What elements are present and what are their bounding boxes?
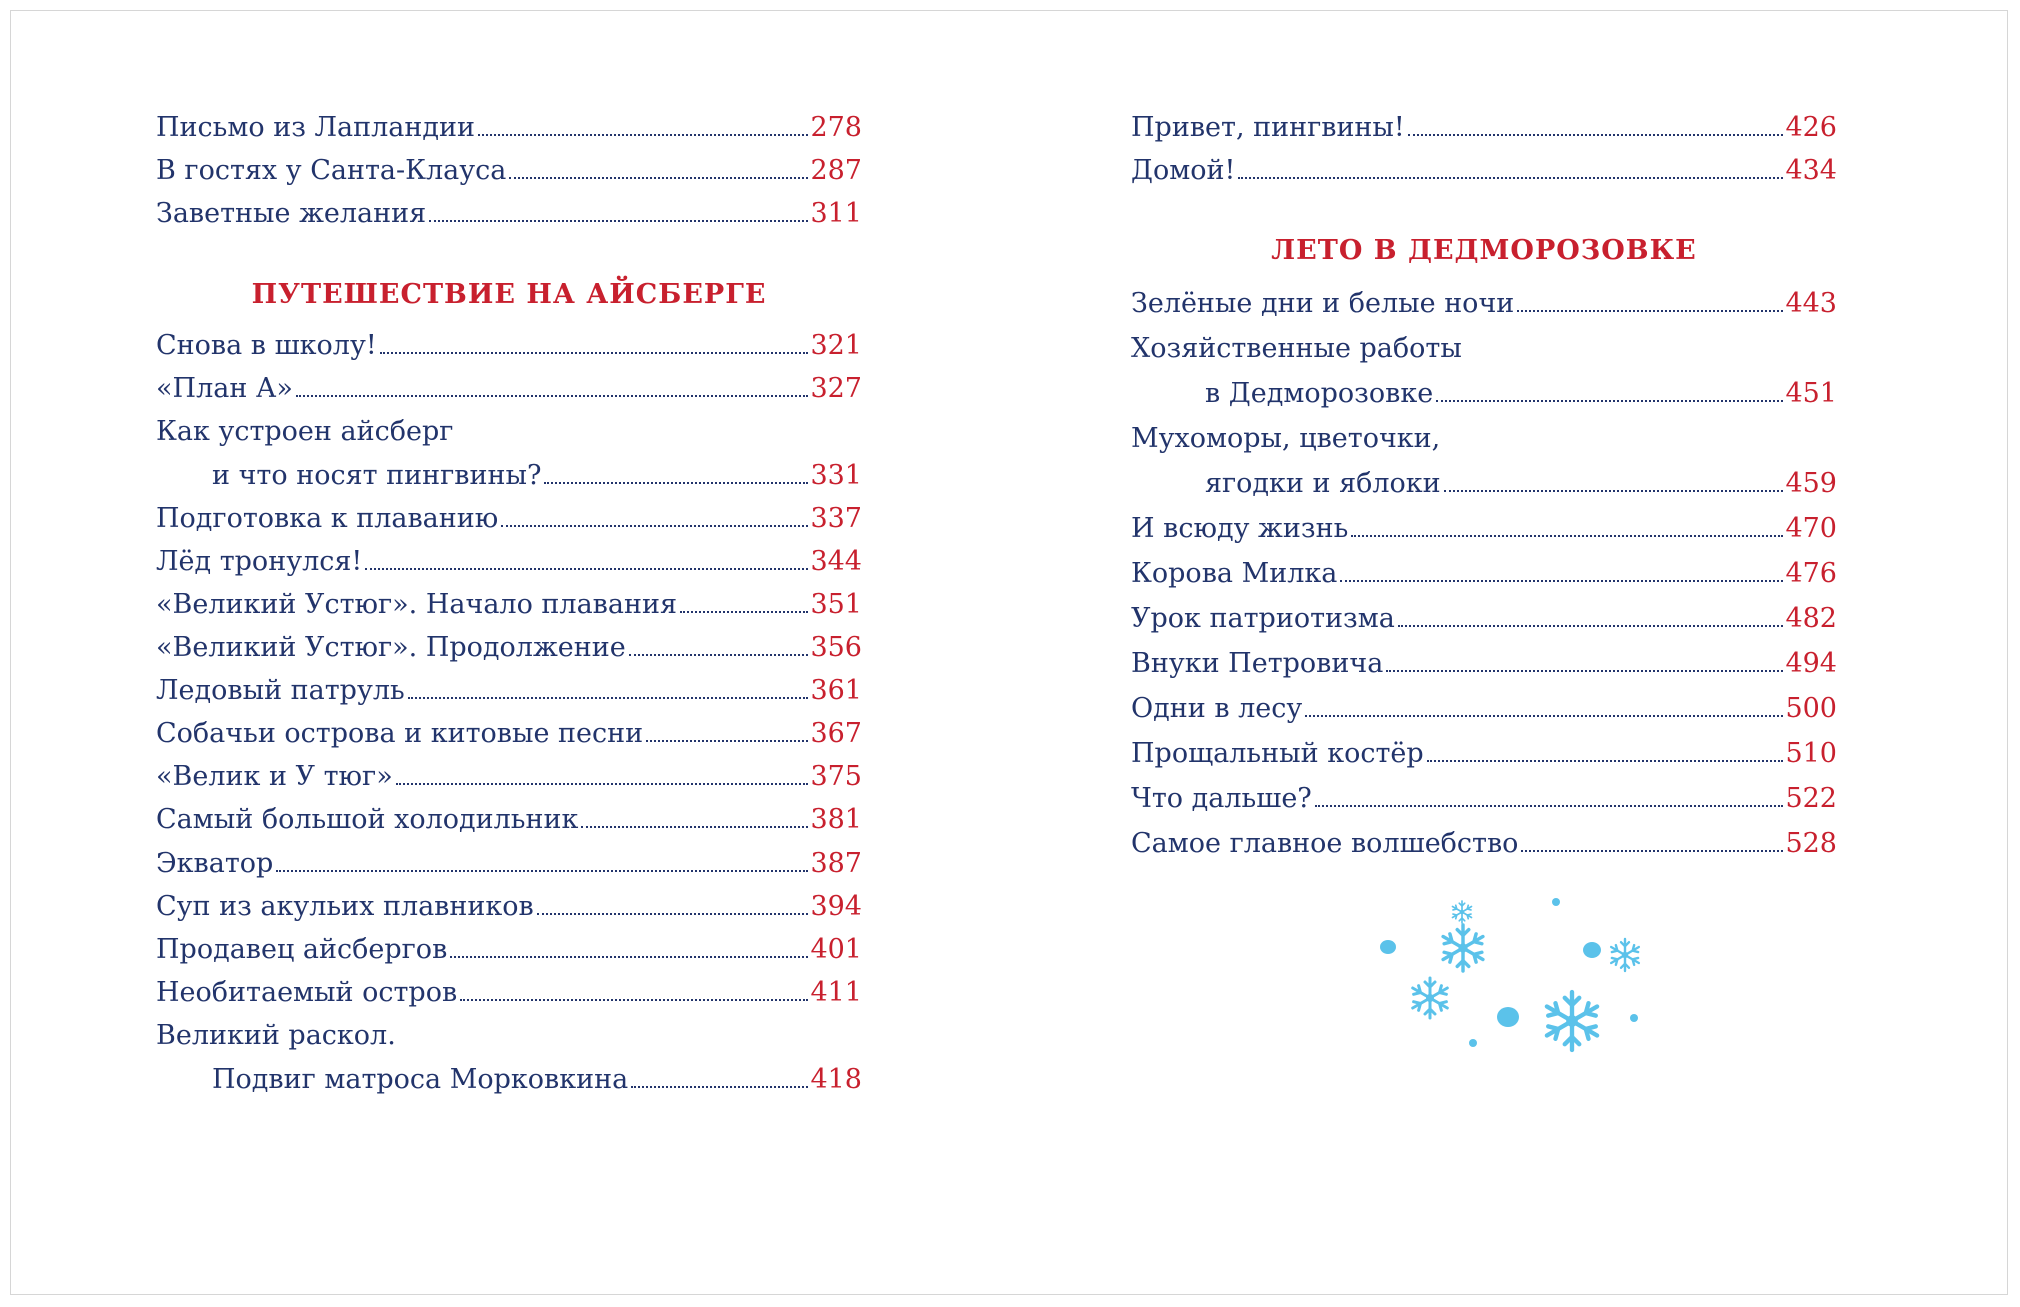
leader-dots [1238, 177, 1783, 179]
toc-entry[interactable] [1131, 143, 1837, 187]
toc-entry-page: 426 [1785, 112, 1837, 143]
leader-dots [408, 697, 809, 699]
toc-entry-title: Зелёные дни и белые ночи [1131, 288, 1515, 319]
toc-entry-page: 418 [810, 1064, 862, 1095]
toc-entry[interactable] [1131, 681, 1837, 725]
leader-dots [396, 783, 809, 785]
leader-dots [581, 826, 808, 828]
leader-dots [1408, 134, 1784, 136]
leader-dots [276, 870, 808, 872]
toc-entry-title: Собачьи острова и китовые песни [156, 718, 644, 749]
leader-dots [1315, 805, 1784, 807]
toc-entry-title: «Велик и У тюг» [156, 761, 393, 792]
toc-entry[interactable] [156, 1052, 862, 1096]
toc-entry-page: 331 [810, 460, 862, 491]
toc-entry[interactable] [156, 577, 862, 621]
toc-entry[interactable] [156, 706, 862, 750]
snowflake-large [1547, 992, 1597, 1050]
toc-entry-title: Лёд тронулся! [156, 546, 363, 577]
toc-entry[interactable] [156, 620, 862, 664]
toc-entry-page: 381 [810, 804, 862, 835]
snow-dot [1469, 1039, 1477, 1047]
toc-entry-page: 500 [1785, 693, 1837, 724]
toc-entry-title: в Дедморозовке [1205, 378, 1434, 409]
toc-entry[interactable] [156, 186, 862, 230]
toc-entry-title: Письмо из Лапландии [156, 112, 475, 143]
toc-entry-page: 327 [810, 373, 862, 404]
toc-entry[interactable] [1131, 591, 1837, 635]
leader-dots [1436, 400, 1783, 402]
toc-entry[interactable] [1131, 771, 1837, 815]
toc-entry[interactable] [156, 361, 862, 405]
leader-dots [296, 395, 809, 397]
toc-entry[interactable] [156, 491, 862, 535]
toc-entry[interactable] [1131, 100, 1837, 144]
leader-dots [646, 740, 808, 742]
toc-entry-title: И всюду жизнь [1131, 513, 1349, 544]
toc-entry-page: 394 [810, 891, 862, 922]
snow-dot [1380, 940, 1396, 954]
toc-entry-page: 510 [1785, 738, 1837, 769]
toc-entry[interactable] [156, 318, 862, 362]
toc-entry-title: Как устроен айсберг [156, 416, 454, 447]
toc-entry[interactable] [1131, 726, 1837, 770]
section-heading: ПУТЕШЕСТВИЕ НА АЙСБЕРГЕ [251, 279, 767, 310]
toc-entry-page: 443 [1785, 288, 1837, 319]
toc-entry[interactable] [1131, 546, 1837, 590]
toc-entry-page: 278 [810, 112, 862, 143]
leader-dots [680, 611, 808, 613]
leader-dots [501, 525, 808, 527]
leader-dots [450, 956, 808, 958]
toc-entry-line[interactable] [1131, 321, 1837, 365]
toc-entry-title: Внуки Петровича [1131, 648, 1384, 679]
toc-entry-page: 411 [810, 977, 862, 1008]
toc-entry[interactable] [1131, 816, 1837, 860]
toc-entry-page: 522 [1785, 783, 1837, 814]
toc-entry-title: Что дальше? [1131, 783, 1312, 814]
toc-entry-page: 434 [1785, 155, 1837, 186]
toc-entry-title: Прощальный костёр [1131, 738, 1424, 769]
toc-entry-page: 356 [810, 632, 862, 663]
toc-entry-line[interactable] [156, 404, 862, 448]
leader-dots [1444, 490, 1784, 492]
toc-entry-title: ягодки и яблоки [1205, 468, 1441, 499]
leader-dots [1351, 535, 1783, 537]
toc-entry[interactable] [156, 663, 862, 707]
leader-dots [365, 568, 808, 570]
toc-entry-title: Самое главное волшебство [1131, 828, 1519, 859]
toc-entry-page: 361 [810, 675, 862, 706]
snow-dot [1630, 1014, 1638, 1022]
leader-dots [1521, 850, 1783, 852]
snow-dot [1497, 1007, 1519, 1027]
toc-entry-page: 311 [810, 198, 862, 229]
toc-entry[interactable] [156, 100, 862, 144]
toc-entry-page: 337 [810, 503, 862, 534]
toc-entry-page: 387 [810, 848, 862, 879]
snowflakes-icon [1355, 880, 1675, 1060]
toc-entry-page: 451 [1785, 378, 1837, 409]
leader-dots [629, 654, 809, 656]
leader-dots [1398, 625, 1784, 627]
toc-entry-title: Продавец айсбергов [156, 934, 448, 965]
toc-entry-title: «Великий Устюг». Продолжение [156, 632, 626, 663]
toc-entry-title: Подвиг матроса Морковкина [212, 1064, 629, 1095]
toc-entry[interactable] [156, 965, 862, 1009]
toc-entry-page: 494 [1785, 648, 1837, 679]
toc-entry-page: 528 [1785, 828, 1837, 859]
leader-dots [1305, 715, 1783, 717]
toc-entry-title: Корова Милка [1131, 558, 1338, 589]
toc-entry-title: «План А» [156, 373, 293, 404]
toc-entry-title: «Великий Устюг». Начало плавания [156, 589, 677, 620]
toc-entry-page: 375 [810, 761, 862, 792]
leader-dots [460, 999, 808, 1001]
toc-entry-page: 344 [810, 546, 862, 577]
toc-entry[interactable] [156, 534, 862, 578]
toc-entry[interactable] [156, 836, 862, 880]
toc-entry-title: Самый большой холодильник [156, 804, 579, 835]
toc-entry-title: Экватор [156, 848, 274, 879]
toc-entry-title: и что носят пингвины? [212, 460, 542, 491]
snowflake-medium [1611, 939, 1639, 971]
toc-entry-line[interactable] [156, 1008, 862, 1052]
toc-entry-title: Подготовка к плаванию [156, 503, 499, 534]
leader-dots [1340, 580, 1783, 582]
snow-dot [1583, 942, 1601, 958]
toc-entry-page: 287 [810, 155, 862, 186]
toc-entry-title: Суп из акульих плавников [156, 891, 534, 922]
toc-entry[interactable] [1131, 366, 1837, 410]
toc-entry[interactable] [156, 879, 862, 923]
toc-entry[interactable] [156, 792, 862, 836]
toc-entry-title: Ледовый патруль [156, 675, 405, 706]
toc-entry-page: 367 [810, 718, 862, 749]
toc-entry-title: Мухоморы, цветочки, [1131, 423, 1441, 454]
toc-entry-page: 476 [1785, 558, 1837, 589]
leader-dots [1517, 310, 1783, 312]
leader-dots [509, 177, 808, 179]
leader-dots [380, 352, 809, 354]
toc-entry-title: Великий раскол. [156, 1020, 396, 1051]
toc-entry-title: Привет, пингвины! [1131, 112, 1405, 143]
toc-entry-title: Заветные желания [156, 198, 427, 229]
toc-entry-title: Одни в лесу [1131, 693, 1303, 724]
toc-entry-page: 401 [810, 934, 862, 965]
snowflake-medium [1413, 978, 1448, 1018]
toc-entry-title: Урок патриотизма [1131, 603, 1395, 634]
toc-entry[interactable] [1131, 456, 1837, 500]
leader-dots [631, 1086, 808, 1088]
toc-entry[interactable] [156, 143, 862, 187]
toc-entry-page: 470 [1785, 513, 1837, 544]
snowflake-large [1443, 925, 1483, 971]
toc-entry-title: Необитаемый остров [156, 977, 458, 1008]
leader-dots [1427, 760, 1784, 762]
toc-entry-line[interactable] [1131, 411, 1837, 455]
toc-entry-title: Снова в школу! [156, 330, 377, 361]
toc-entry-title: Хозяйственные работы [1131, 333, 1462, 364]
toc-entry-title: Домой! [1131, 155, 1236, 186]
toc-entry[interactable] [1131, 636, 1837, 680]
toc-entry[interactable] [1131, 501, 1837, 545]
toc-entry-page: 482 [1785, 603, 1837, 634]
section-heading: ЛЕТО В ДЕДМОРОЗОВКЕ [1271, 235, 1697, 266]
leader-dots [1386, 670, 1783, 672]
toc-entry[interactable] [156, 749, 862, 793]
toc-entry[interactable] [156, 922, 862, 966]
snowflake-small [1452, 901, 1471, 923]
leader-dots [478, 134, 808, 136]
toc-entry[interactable] [1131, 276, 1837, 320]
toc-entry[interactable] [156, 448, 862, 492]
toc-entry-page: 459 [1785, 468, 1837, 499]
toc-entry-page: 321 [810, 330, 862, 361]
toc-entry-page: 351 [810, 589, 862, 620]
leader-dots [544, 482, 808, 484]
leader-dots [429, 220, 808, 222]
leader-dots [537, 913, 809, 915]
toc-entry-title: В гостях у Санта-Клауса [156, 155, 507, 186]
snow-dot [1552, 898, 1560, 906]
